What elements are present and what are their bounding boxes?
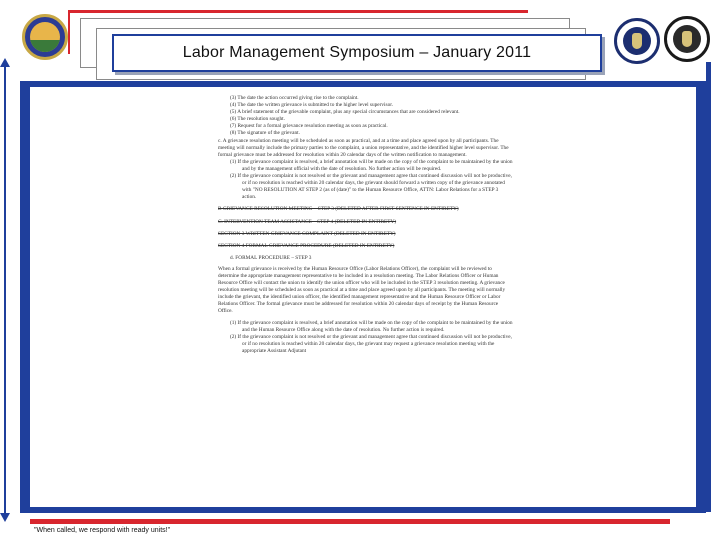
list-item: (4) The date the written grievance is submitted to the higher level supervisor.: [230, 102, 394, 109]
paragraph-c: c. A grievance resolution meeting will be scheduled as soon as practical, and at a time and place agreed upon by all participants. The meeting will normally include the primary parties to the complaint, a union representative, and the identified higher level supervisor. The formal grievance must be addressed for resolution within 20 calendar days of the written notification to management.: [218, 137, 509, 158]
deleted-section-3: SECTION 3 WRITTEN GRIEVANCE COMPLAINT (DELETED IN ENTIRETY): [218, 230, 396, 237]
right-blue-rule: [706, 62, 711, 512]
heading-d: d. FORMAL PROCEDURE – STEP 3: [230, 254, 312, 261]
deleted-section-c: C. INTERVENTION TEAM ASSISTANCE – STEP 4 (DELETED IN ENTIRETY): [218, 218, 397, 225]
list-item: (7) Request for a formal grievance resolution meeting as soon as practical.: [230, 123, 388, 130]
national-guard-seal-icon: [614, 18, 660, 64]
paragraph-c2: (2) If the grievance complaint is not resolved or the grievant and management agree that continued discussion will not be productive, or if no resolution is reached within 20 calendar days, the grievant should forward a written copy of the grievance annotated with "NO RESOLUTION AT STEP 2 (as of (date)" to the Human Resource Office, ATTN: Labor Relations for a STEP 3 action.: [230, 173, 512, 201]
army-national-guard-seal-icon: [664, 16, 710, 62]
deleted-section-4: SECTION 4 FORMAL GRIEVANCE PROCEDURE (DELETED IN ENTIRETY): [218, 242, 395, 249]
document-page: [30, 87, 696, 507]
paragraph-d1: (1) If the grievance complaint is resolved, a brief annotation will be made on the copy of the complaint to be maintained by the union and the Human Resource Office along with the date of resolution. No further action is required.: [230, 319, 513, 333]
list-item: (5) A brief statement of the grievable complaint, plus any special circumstances that are considered relevant.: [230, 109, 460, 116]
slide-title: Labor Management Symposium – January 2011: [182, 44, 532, 61]
paragraph-d2: (2) If the grievance complaint is not resolved or the grievant and management agree that continued discussion will not be productive, or if no resolution is reached within 20 calendar days, the grievant may request a grievance resolution meeting with the appropriate Assistant Adjutant: [230, 333, 512, 354]
left-red-rule: [68, 10, 70, 54]
paragraph-d: When a formal grievance is received by the Human Resource Office (Labor Relations Officer), the complaint will be reviewed to determine the appropriate management representative to be included in a resolution meeting. The Labor Relations Officer or Human Resource Office will contact the union to identify the union officer who will be included in the STEP 3 resolution meeting. A grievance resolution meeting will be scheduled as soon as practical at a time and place agreed upon by all participants. The meeting will normally include the grievant, the identified union officer, the identified management representative and the Human Resource Officer or Labor Relations Officer. The formal grievance must be addressed for resolution within 20 calendar days of receipt by the Human Resource Office.: [218, 265, 506, 315]
left-double-arrow: [4, 60, 6, 520]
list-item: (3) The date the action occurred giving rise to the complaint.: [230, 95, 359, 101]
paragraph-c1: (1) If the grievance complaint is resolved, a brief annotation will be made on the copy of the complaint to be maintained by the union and by the management official with the date of resolution. No further action will be required.: [230, 158, 513, 172]
bottom-red-rule: [30, 519, 670, 524]
document-text: [218, 95, 513, 355]
title-banner: [112, 34, 602, 72]
footer-motto: "When called, we respond with ready units!": [34, 527, 171, 534]
document-frame: [20, 81, 706, 513]
top-red-rule: [68, 10, 528, 13]
deleted-section-b: B GRIEVANCE RESOLUTION MEETING – STEP 3 (DELETED AFTER FIRST SENTENCE IN ENTIRETY): [218, 206, 459, 213]
list-item: (6) The resolution sought.: [230, 116, 285, 123]
list-item: (8) The signature of the grievant.: [230, 130, 300, 137]
ohio-seal-icon: [22, 14, 68, 60]
